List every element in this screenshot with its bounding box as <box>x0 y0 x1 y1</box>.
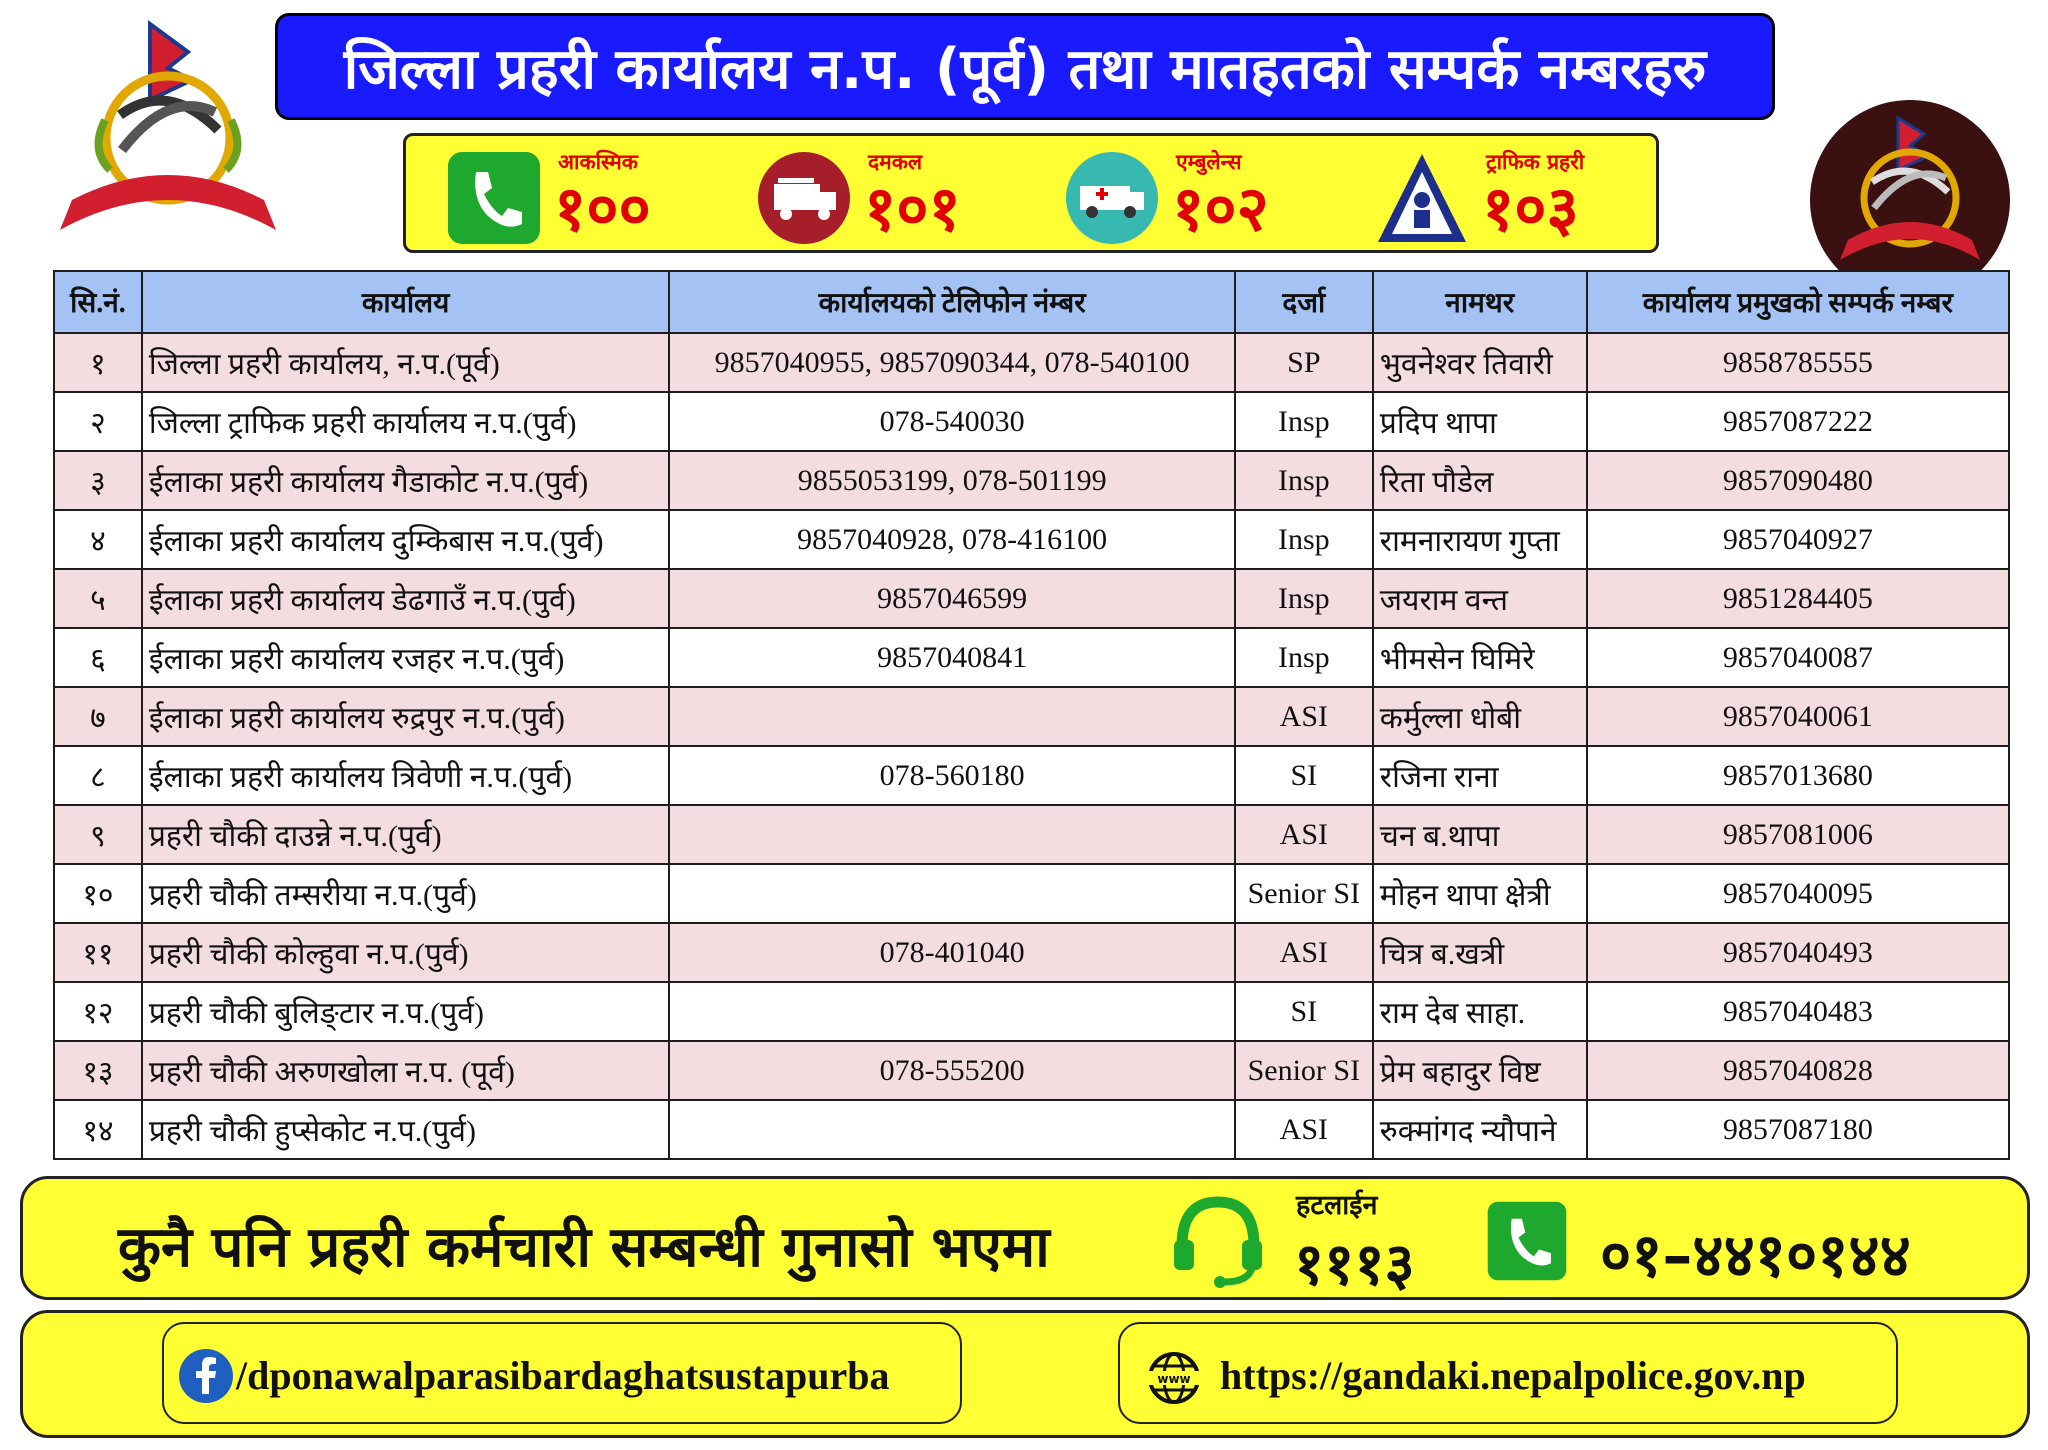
table-row <box>54 1100 2009 1159</box>
complaint-text: कुनै पनि प्रहरी कर्मचारी सम्बन्धी गुनासो भएमा <box>118 1215 1050 1280</box>
table-row <box>54 569 2009 628</box>
table-cell: 9858785555 <box>1587 333 2009 392</box>
table-cell: रामनारायण गुप्ता <box>1373 510 1587 569</box>
table-cell: 9857040483 <box>1587 982 2009 1041</box>
table-cell: Insp <box>1235 451 1373 510</box>
column-header: कार्यालय प्रमुखको सम्पर्क नम्बर <box>1587 271 2009 333</box>
table-cell: 9857087180 <box>1587 1100 2009 1159</box>
table-cell: Insp <box>1235 392 1373 451</box>
table-cell: १० <box>54 864 142 923</box>
column-header: कार्यालयको टेलिफोन नंम्बर <box>669 271 1234 333</box>
page-title-banner <box>275 13 1775 120</box>
table-cell: Insp <box>1235 569 1373 628</box>
emergency-number: १०२ <box>1172 172 1269 245</box>
table-cell: प्रहरी चौकी दाउन्ने न.प.(पुर्व) <box>142 805 670 864</box>
table-row <box>54 628 2009 687</box>
table-cell: 9857040493 <box>1587 923 2009 982</box>
table-cell: ईलाका प्रहरी कार्यालय गैडाकोट न.प.(पुर्व) <box>142 451 670 510</box>
table-cell: जयराम वन्त <box>1373 569 1587 628</box>
table-cell: चन ब.थापा <box>1373 805 1587 864</box>
table-cell: 9857046599 <box>669 569 1234 628</box>
table-cell: रजिना राना <box>1373 746 1587 805</box>
emergency-item <box>446 144 706 244</box>
table-header-row <box>54 271 2009 333</box>
table-row <box>54 510 2009 569</box>
table-cell: 9855053199, 078-501199 <box>669 451 1234 510</box>
fire-truck-icon <box>756 150 852 246</box>
table-cell: Senior SI <box>1235 864 1373 923</box>
hotline-number: १११३ <box>1294 1230 1415 1298</box>
ambulance-icon <box>1064 150 1160 246</box>
table-cell: 9857040087 <box>1587 628 2009 687</box>
emergency-number: १०३ <box>1482 172 1579 245</box>
table-cell: ३ <box>54 451 142 510</box>
table-cell: १३ <box>54 1041 142 1100</box>
globe-icon <box>1146 1350 1202 1406</box>
table-cell: १४ <box>54 1100 142 1159</box>
table-cell: प्रहरी चौकी हुप्सेकोट न.प.(पुर्व) <box>142 1100 670 1159</box>
table-cell <box>669 864 1234 923</box>
table-cell: भुवनेश्वर तिवारी <box>1373 333 1587 392</box>
table-cell: ७ <box>54 687 142 746</box>
column-header: नामथर <box>1373 271 1587 333</box>
table-row <box>54 982 2009 1041</box>
table-cell <box>669 687 1234 746</box>
table-cell <box>669 805 1234 864</box>
table-cell: SP <box>1235 333 1373 392</box>
table-cell: ईलाका प्रहरी कार्यालय रजहर न.प.(पुर्व) <box>142 628 670 687</box>
table-cell: ८ <box>54 746 142 805</box>
table-cell: प्रहरी चौकी अरुणखोला न.प. (पूर्व) <box>142 1041 670 1100</box>
complaint-phone-number: ०१–४४१०१४४ <box>1600 1221 1911 1291</box>
column-header: सि.नं. <box>54 271 142 333</box>
emergency-item <box>1064 144 1344 244</box>
emergency-label: ट्राफिक प्रहरी <box>1486 150 1585 174</box>
emergency-number: १०० <box>554 172 651 245</box>
table-cell: 9857040095 <box>1587 864 2009 923</box>
table-cell: 9857040828 <box>1587 1041 2009 1100</box>
table-cell: 9851284405 <box>1587 569 2009 628</box>
table-row <box>54 687 2009 746</box>
table-cell: रिता पौडेल <box>1373 451 1587 510</box>
table-cell: मोहन थापा क्षेत्री <box>1373 864 1587 923</box>
table-cell: राम देब साहा. <box>1373 982 1587 1041</box>
table-cell: SI <box>1235 746 1373 805</box>
table-cell: 9857040955, 9857090344, 078-540100 <box>669 333 1234 392</box>
table-cell: ASI <box>1235 923 1373 982</box>
emergency-numbers-bar <box>403 133 1659 253</box>
column-header: कार्यालय <box>142 271 670 333</box>
table-cell: SI <box>1235 982 1373 1041</box>
website-link-box[interactable] <box>1118 1322 1898 1424</box>
table-row <box>54 746 2009 805</box>
table-cell: 9857040061 <box>1587 687 2009 746</box>
traffic-police-icon <box>1374 150 1470 246</box>
emergency-item <box>756 144 1016 244</box>
table-cell: ASI <box>1235 805 1373 864</box>
table-cell: १२ <box>54 982 142 1041</box>
website-link[interactable]: https://gandaki.nepalpolice.gov.np <box>1220 1353 1806 1398</box>
table-cell: प्रहरी चौकी तम्सरीया न.प.(पुर्व) <box>142 864 670 923</box>
table-row <box>54 392 2009 451</box>
table-cell: ६ <box>54 628 142 687</box>
table-cell <box>669 982 1234 1041</box>
table-cell: 9857081006 <box>1587 805 2009 864</box>
emergency-label: दमकल <box>868 150 923 174</box>
table-cell: 078-560180 <box>669 746 1234 805</box>
facebook-icon <box>178 1348 234 1404</box>
table-row <box>54 1041 2009 1100</box>
table-cell: ईलाका प्रहरी कार्यालय त्रिवेणी न.प.(पुर्व) <box>142 746 670 805</box>
table-cell: चित्र ब.खत्री <box>1373 923 1587 982</box>
table-cell: ४ <box>54 510 142 569</box>
emergency-label: आकस्मिक <box>558 150 638 174</box>
table-cell: प्रदिप थापा <box>1373 392 1587 451</box>
table-cell: ASI <box>1235 687 1373 746</box>
table-cell: ईलाका प्रहरी कार्यालय दुम्किबास न.प.(पुर्व) <box>142 510 670 569</box>
emergency-number: १०१ <box>864 172 961 245</box>
table-cell: ईलाका प्रहरी कार्यालय डेढगाउँ न.प.(पुर्व) <box>142 569 670 628</box>
table-row <box>54 333 2009 392</box>
table-cell: ईलाका प्रहरी कार्यालय रुद्रपुर न.प.(पुर्व) <box>142 687 670 746</box>
table-cell: 9857013680 <box>1587 746 2009 805</box>
table-cell: Insp <box>1235 510 1373 569</box>
table-cell: प्रहरी चौकी बुलिङ्टार न.प.(पुर्व) <box>142 982 670 1041</box>
table-row <box>54 451 2009 510</box>
table-cell: 9857040928, 078-416100 <box>669 510 1234 569</box>
table-cell: १ <box>54 333 142 392</box>
table-cell: 078-540030 <box>669 392 1234 451</box>
table-cell: ११ <box>54 923 142 982</box>
table-cell: 078-555200 <box>669 1041 1234 1100</box>
table-cell: ५ <box>54 569 142 628</box>
page-title: जिल्ला प्रहरी कार्यालय न.प. (पूर्व) तथा मातहतको सम्पर्क नम्बरहरु <box>343 36 1707 102</box>
nepal-police-emblem-left <box>50 20 286 248</box>
table-cell: 9857040841 <box>669 628 1234 687</box>
phone-icon <box>446 150 542 246</box>
table-row <box>54 805 2009 864</box>
table-cell: प्रहरी चौकी कोल्हुवा न.प.(पुर्व) <box>142 923 670 982</box>
facebook-link[interactable]: /dponawalparasibardaghatsustapurba <box>236 1353 890 1398</box>
emergency-item <box>1374 144 1654 244</box>
hotline-label: हटलाईन <box>1296 1190 1378 1221</box>
phone-icon <box>1486 1200 1568 1282</box>
table-cell: ASI <box>1235 1100 1373 1159</box>
headset-icon <box>1168 1190 1268 1290</box>
table-cell: 078-401040 <box>669 923 1234 982</box>
svg-text:www: www <box>1157 1372 1191 1386</box>
table-cell: ९ <box>54 805 142 864</box>
emergency-label: एम्बुलेन्स <box>1176 150 1242 174</box>
table-cell: 9857087222 <box>1587 392 2009 451</box>
table-row <box>54 923 2009 982</box>
table-cell: कर्मुल्ला धोबी <box>1373 687 1587 746</box>
contact-table <box>53 270 2010 1160</box>
table-cell <box>669 1100 1234 1159</box>
table-cell: भीमसेन घिमिरे <box>1373 628 1587 687</box>
table-cell: प्रेम बहादुर विष्ट <box>1373 1041 1587 1100</box>
table-row <box>54 864 2009 923</box>
table-cell: 9857040927 <box>1587 510 2009 569</box>
table-cell: जिल्ला प्रहरी कार्यालय, न.प.(पूर्व) <box>142 333 670 392</box>
table-cell: २ <box>54 392 142 451</box>
table-cell: Senior SI <box>1235 1041 1373 1100</box>
table-cell: रुक्मांगद न्यौपाने <box>1373 1100 1587 1159</box>
table-cell: Insp <box>1235 628 1373 687</box>
facebook-link-box[interactable] <box>162 1322 962 1424</box>
table-cell: जिल्ला ट्राफिक प्रहरी कार्यालय न.प.(पुर्व) <box>142 392 670 451</box>
column-header: दर्जा <box>1235 271 1373 333</box>
table-cell: 9857090480 <box>1587 451 2009 510</box>
